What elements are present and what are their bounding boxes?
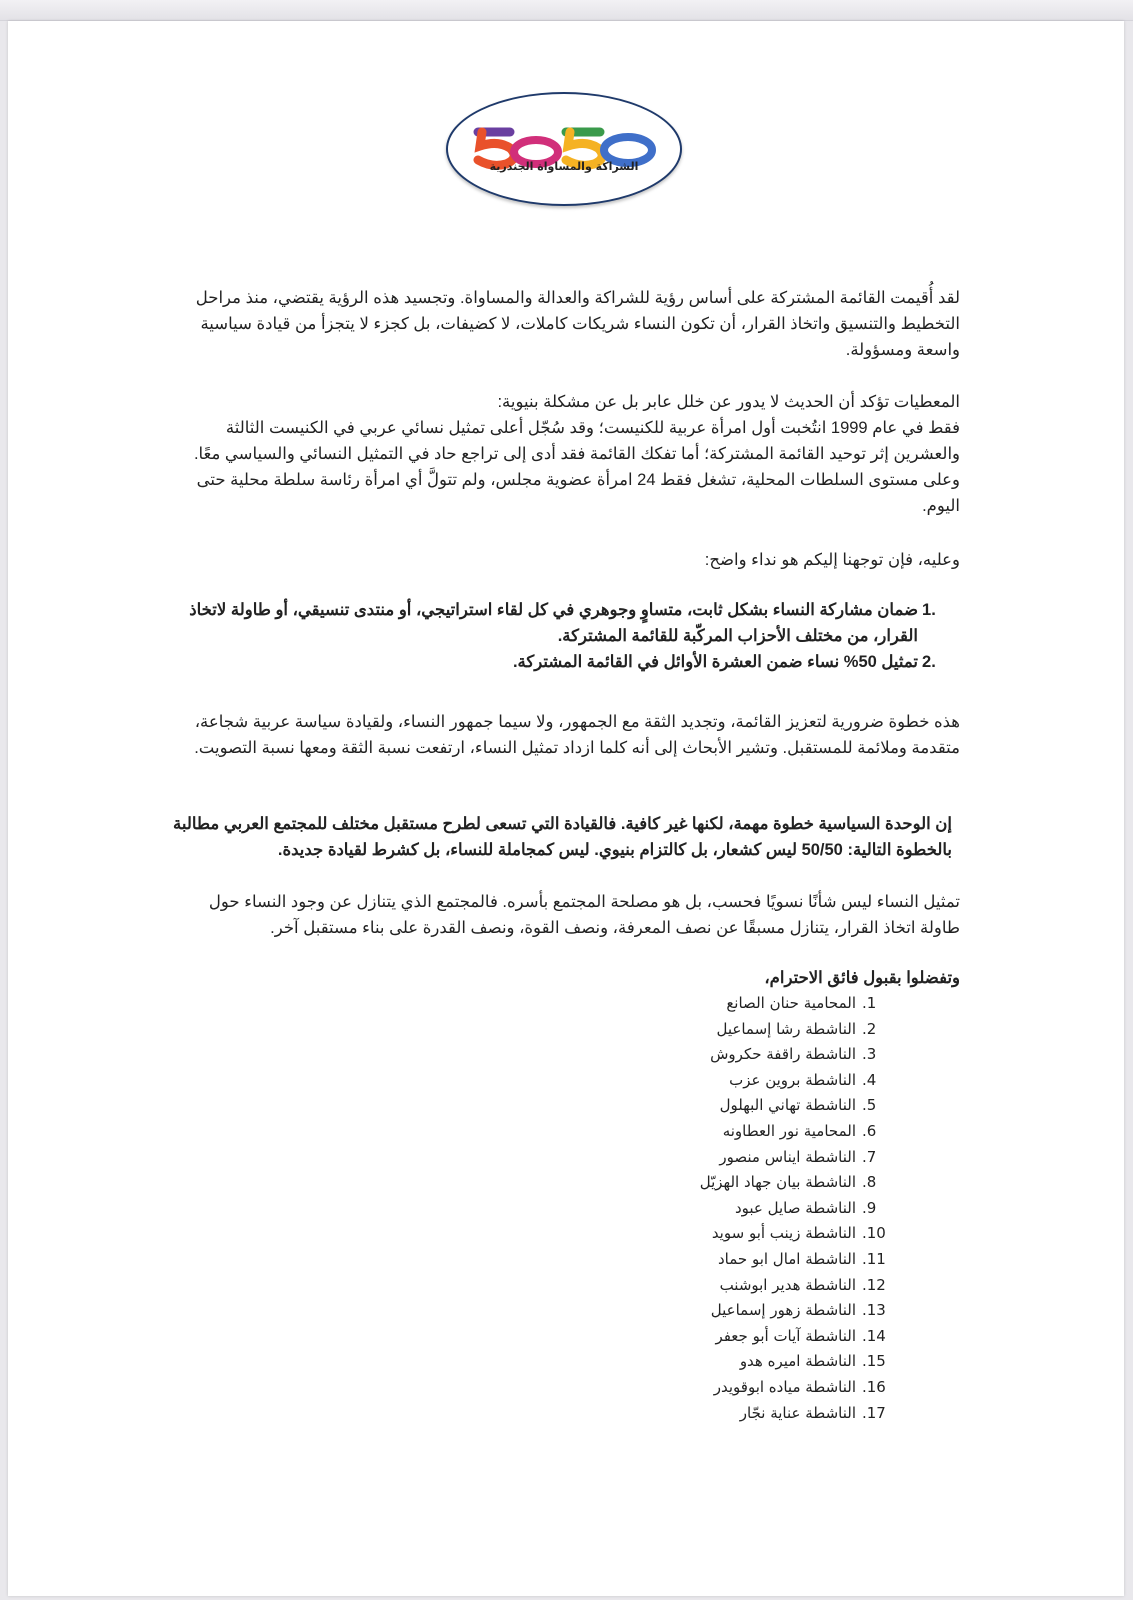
demand-text: تمثيل 50% نساء ضمن العشرة الأوائل في القائمة المشتركة. — [512, 653, 918, 671]
signatory-item — [680, 1042, 892, 1068]
signatory-number: .10 — [862, 1224, 886, 1243]
signatory-item — [680, 1119, 892, 1145]
data-body: فقط في عام 1999 انتُخبت أول امرأة عربية للكنيست؛ وقد سُجّل أعلى تمثيل نسائي عربي في الكنيست الثالثة والعشرين إثر توحيد القائمة المشتركة؛ أما تفكك القائمة فقد أدى إلى تراجع حاد في التمثيل النسائي والسياسي معًا. وعلى مستوى السلطات المحلية، تشغل فقط 24 امرأة عضوية مجلس، ولم تتولَّ أي امرأة رئاسة سلطة محلية حتى اليوم. — [193, 419, 960, 515]
signatory-item — [680, 1273, 892, 1299]
signatory-name: الناشطة ايناس منصور — [719, 1147, 856, 1166]
signatory-number: .12 — [862, 1275, 886, 1294]
unity-paragraph: إن الوحدة السياسية خطوة مهمة، لكنها غير كافية. فالقيادة التي تسعى لطرح مستقبل مختلف للمجتمع العربي مطالبة بالخطوة التالية: 50/50 ليس كشعار، بل كالتزام بنيوي. ليس كمجاملة للنساء، بل كشرط لقيادة جديدة. — [173, 815, 952, 859]
demand-number: .2 — [922, 653, 936, 671]
demand-item — [172, 597, 952, 649]
logo-subtitle: الشراكة والمساواة الجندرية — [489, 160, 639, 173]
signatory-name: الناشطة تهاني البهلول — [719, 1096, 856, 1115]
signatory-item — [680, 1145, 892, 1171]
signatory-name: الناشطة مياده ابوقويدر — [713, 1377, 856, 1396]
signatory-name: المحامية نور العطاونه — [722, 1121, 856, 1140]
signatory-number: .9 — [862, 1198, 877, 1217]
signatory-name: الناشطة هدير ابوشنب — [719, 1275, 856, 1294]
necessary-step-paragraph: هذه خطوة ضرورية لتعزيز القائمة، وتجديد الثقة مع الجمهور، ولا سيما جمهور النساء، ولقيادة سياسة عربية شجاعة، متقدمة وملائمة للمستقبل. وتشير الأبحاث إلى أنه كلما ازداد تمثيل النساء، ارتفعت نسبة الثقة ومعها نسبة التصويت. — [194, 713, 960, 757]
signatory-item — [680, 1401, 892, 1427]
signatory-name: الناشطة زينب أبو سويد — [711, 1224, 856, 1243]
closing-line: وتفضلوا بقبول فائق الاحترام، — [764, 969, 960, 987]
signatory-name: المحامية حنان الصانع — [726, 994, 856, 1012]
signatory-item — [680, 1324, 892, 1350]
signatory-item — [680, 1247, 892, 1273]
signatory-item — [680, 1298, 892, 1324]
document-page — [8, 21, 1124, 1596]
signatory-name: الناشطة بيان جهاد الهزيّل — [699, 1173, 856, 1192]
signatory-number: .5 — [862, 1096, 877, 1115]
signatory-number: .16 — [862, 1377, 886, 1396]
signatory-number: .17 — [862, 1403, 886, 1422]
logo-mark-icon — [448, 94, 680, 204]
society-paragraph: تمثيل النساء ليس شأنًا نسويًا فحسب، بل هو مصلحة المجتمع بأسره. فالمجتمع الذي يتنازل عن وجود النساء حول طاولة اتخاذ القرار، يتنازل مسبقًا عن نصف المعرفة، ونصف القوة، ونصف القدرة على بناء مستقبل آخر. — [208, 893, 960, 937]
call-intro: وعليه، فإن توجهنا إليكم هو نداء واضح: — [704, 551, 960, 569]
signatory-name: الناشطة راقفة حكروش — [710, 1045, 856, 1064]
signatory-number: .3 — [862, 1045, 877, 1064]
signatories-list — [680, 991, 892, 1426]
signatory-name: الناشطة رشا إسماعيل — [716, 1019, 856, 1038]
signatory-name: الناشطة صايل عبود — [734, 1198, 856, 1217]
signatory-number: .7 — [862, 1147, 877, 1166]
signatory-item — [680, 1196, 892, 1222]
signatory-item — [680, 1093, 892, 1119]
demand-number: .1 — [922, 601, 936, 619]
demand-item — [172, 649, 952, 675]
signatory-number: .6 — [862, 1121, 877, 1140]
signatory-number: .14 — [862, 1326, 886, 1345]
signatory-number: .8 — [862, 1173, 877, 1192]
intro-paragraph: لقد أُقيمت القائمة المشتركة على أساس رؤية للشراكة والعدالة والمساواة. وتجسيد هذه الرؤية يقتضي، منذ مراحل التخطيط والتنسيق واتخاذ القرار، أن تكون النساء شريكات كاملات، لا كضيفات، بل كجزء لا يتجزأ من قيادة سياسية واسعة ومسؤولة. — [195, 289, 960, 359]
viewer-top-bar — [0, 0, 1133, 21]
signatory-item — [680, 1068, 892, 1094]
signatory-item — [680, 991, 892, 1017]
data-section — [180, 389, 960, 519]
signatory-name: الناشطة زهور إسماعيل — [710, 1301, 856, 1320]
logo-5050 — [446, 92, 682, 206]
signatory-item — [680, 1375, 892, 1401]
signatory-item — [680, 1349, 892, 1375]
signatory-number: .15 — [862, 1352, 886, 1371]
signatory-number: .11 — [862, 1249, 886, 1268]
signatory-name: الناشطة بروين عزب — [729, 1070, 856, 1089]
signatory-number: .2 — [862, 1019, 877, 1038]
demand-text: ضمان مشاركة النساء بشكل ثابت، متساوٍ وجوهري في كل لقاء استراتيجي، أو منتدى تنسيقي، أو طاولة لاتخاذ القرار، من مختلف الأحزاب المركّبة للقائمة المشتركة. — [189, 601, 918, 645]
data-heading: المعطيات تؤكد أن الحديث لا يدور عن خلل عابر بل عن مشكلة بنيوية: — [497, 393, 960, 411]
signatory-item — [680, 1221, 892, 1247]
signatory-name: الناشطة عناية نجّار — [739, 1403, 856, 1422]
signatory-item — [680, 1017, 892, 1043]
signatory-number: .13 — [862, 1301, 886, 1320]
signatory-number: .4 — [862, 1070, 877, 1089]
signatory-item — [680, 1170, 892, 1196]
signatory-number: .1 — [862, 994, 877, 1012]
signatory-name: الناشطة آيات أبو جعفر — [715, 1326, 856, 1345]
demands-list — [172, 597, 952, 675]
signatory-name: الناشطة اميره هدو — [739, 1352, 856, 1371]
signatory-name: الناشطة امال ابو حماد — [717, 1249, 856, 1268]
